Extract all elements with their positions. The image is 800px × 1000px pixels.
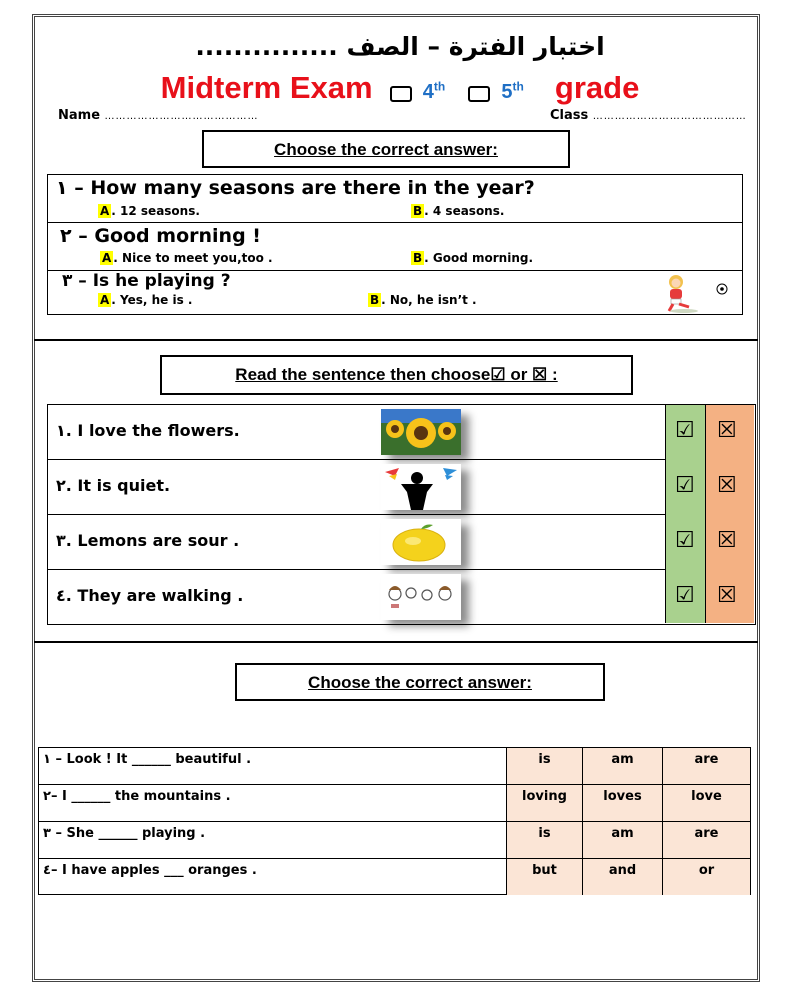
arabic-title: اختبار الفترة – الصف ............... bbox=[195, 32, 605, 61]
exam-title: Midterm Exam bbox=[160, 70, 373, 105]
fill-sentence: ١ – Look ! It ______ beautiful . bbox=[43, 752, 252, 767]
lemon-image bbox=[381, 519, 461, 565]
option-a-label: A bbox=[100, 204, 110, 218]
option-a[interactable]: A . Yes, he is . bbox=[100, 293, 193, 307]
exam-title-line bbox=[0, 70, 800, 106]
statement-row bbox=[48, 515, 737, 570]
fill-option[interactable]: and bbox=[582, 859, 662, 895]
option-a-label: A bbox=[100, 293, 110, 307]
fill-option[interactable]: but bbox=[506, 859, 582, 895]
football-boy-image bbox=[656, 273, 730, 313]
option-b-label: B bbox=[370, 293, 380, 307]
option-b[interactable]: B . No, he isn’t . bbox=[370, 293, 477, 307]
fill-row bbox=[39, 822, 750, 859]
option-a-label: A bbox=[102, 251, 112, 265]
fill-sentence: ٤– I have apples ___ oranges . bbox=[43, 863, 257, 878]
cross-box-icon[interactable]: ☒ bbox=[717, 418, 737, 443]
cross-box-icon[interactable]: ☒ bbox=[717, 528, 737, 553]
name-label: Name bbox=[58, 108, 101, 123]
option-a[interactable]: A . Nice to meet you,too . bbox=[102, 251, 273, 265]
grade-4-checkbox[interactable] bbox=[390, 86, 412, 102]
fill-option[interactable]: am bbox=[582, 748, 662, 784]
fill-option[interactable]: are bbox=[662, 822, 750, 858]
class-field[interactable] bbox=[550, 108, 747, 123]
check-box-icon[interactable]: ☑ bbox=[675, 473, 695, 498]
grade-word: grade bbox=[554, 70, 640, 105]
class-label: Class bbox=[550, 108, 589, 123]
fill-option[interactable]: loves bbox=[582, 785, 662, 821]
fill-row bbox=[39, 785, 750, 822]
section3-heading: Choose the correct answer: bbox=[235, 663, 605, 701]
fill-row bbox=[39, 748, 750, 785]
section1-heading: Choose the correct answer: bbox=[202, 130, 570, 168]
statement-text: ١. I love the flowers. bbox=[56, 421, 240, 440]
fill-row bbox=[39, 859, 750, 896]
fill-option[interactable]: or bbox=[662, 859, 750, 895]
cross-box-icon[interactable]: ☒ bbox=[717, 473, 737, 498]
grade-5-checkbox[interactable] bbox=[468, 86, 490, 102]
statement-row bbox=[48, 405, 737, 460]
question-row bbox=[48, 271, 742, 314]
cross-box-icon[interactable]: ☒ bbox=[717, 583, 737, 608]
section2-true-false-table bbox=[47, 404, 756, 625]
section1-question-table bbox=[47, 174, 743, 315]
statement-text: ٤. They are walking . bbox=[56, 586, 244, 605]
grade-5-label: 5th bbox=[501, 79, 524, 103]
check-box-icon[interactable]: ☑ bbox=[675, 418, 695, 443]
option-b-label: B bbox=[413, 251, 423, 265]
statement-text: ٣. Lemons are sour . bbox=[56, 531, 240, 550]
fill-option[interactable]: loving bbox=[506, 785, 582, 821]
option-b[interactable]: B . Good morning. bbox=[413, 251, 534, 265]
section3-fill-table bbox=[38, 747, 751, 895]
class-dots: …………………………………… bbox=[592, 111, 747, 122]
fill-option[interactable]: love bbox=[662, 785, 750, 821]
option-a[interactable]: A . 12 seasons. bbox=[100, 204, 200, 218]
grade-4-label: 4th bbox=[422, 79, 446, 103]
section2-heading: Read the sentence then choose☑ or ☒ : bbox=[160, 355, 633, 395]
section-divider bbox=[34, 339, 758, 341]
check-box-icon[interactable]: ☑ bbox=[675, 528, 695, 553]
section-divider bbox=[34, 641, 758, 643]
statement-row bbox=[48, 460, 737, 515]
fill-sentence: ٢– I ______ the mountains . bbox=[43, 789, 231, 804]
question-text: ٢ – Good morning ! bbox=[60, 225, 261, 247]
check-box-icon[interactable]: ☑ bbox=[675, 583, 695, 608]
name-field[interactable] bbox=[58, 108, 259, 123]
people-sketch-image bbox=[381, 574, 461, 620]
fill-option[interactable]: is bbox=[506, 822, 582, 858]
name-dots: …………………………………… bbox=[104, 111, 259, 122]
option-b[interactable]: B . 4 seasons. bbox=[413, 204, 505, 218]
question-row bbox=[48, 175, 742, 223]
noise-silhouette-image bbox=[381, 464, 461, 510]
question-text: ١ – How many seasons are there in the year? bbox=[56, 177, 535, 199]
statement-text: ٢. It is quiet. bbox=[56, 476, 171, 495]
question-text: ٣ – Is he playing ? bbox=[62, 271, 231, 291]
statement-row bbox=[48, 570, 737, 623]
fill-option[interactable]: are bbox=[662, 748, 750, 784]
fill-sentence: ٣ – She ______ playing . bbox=[43, 826, 206, 841]
fill-option[interactable]: is bbox=[506, 748, 582, 784]
option-b-label: B bbox=[413, 204, 423, 218]
fill-option[interactable]: am bbox=[582, 822, 662, 858]
sunflower-image bbox=[381, 409, 461, 455]
question-row bbox=[48, 223, 742, 271]
